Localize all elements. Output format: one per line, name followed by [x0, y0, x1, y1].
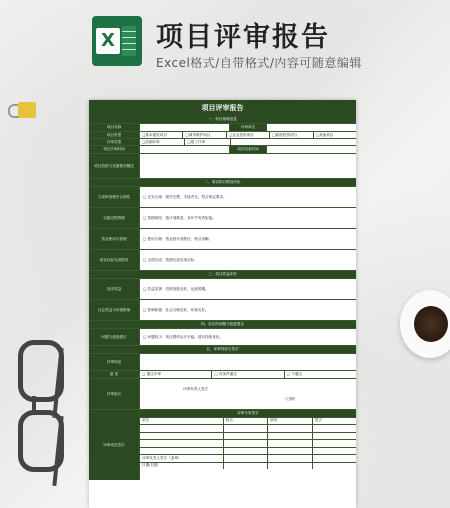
- row-conclusion: [89, 354, 356, 371]
- row-opinion: [89, 371, 356, 379]
- label-execution-2: 实施过程管理: [89, 208, 139, 228]
- excel-logo-icon: [92, 16, 142, 66]
- option-review-early[interactable]: □前期评审: [139, 139, 184, 145]
- members-grid: [139, 410, 356, 480]
- label-conclusion: 评审结论: [89, 354, 139, 370]
- members-header-text: 评审专家签字: [237, 410, 259, 415]
- row-benefit-2: [89, 300, 356, 321]
- col-unit: 单位: [142, 418, 150, 423]
- logo-sheet-icon: [122, 26, 136, 56]
- report-document: [89, 100, 356, 508]
- text-benefit-2[interactable]: □ 影响积极：社会反响良好，环境友好。: [139, 300, 356, 320]
- row-members: [89, 410, 356, 480]
- row-benefit-1: [89, 279, 356, 300]
- page-title: 项目评审报告: [156, 22, 330, 53]
- label-end-time: 项目结束时间: [229, 146, 266, 153]
- option-conditional[interactable]: □ 有条件通过: [211, 371, 283, 378]
- members-columns: [140, 418, 356, 426]
- col-title: 职务: [267, 418, 311, 425]
- blank-cell: [230, 139, 356, 145]
- input-start-time[interactable]: [139, 146, 229, 153]
- section-conclusion: 五、评审结论与签字: [89, 346, 356, 354]
- signature-area[interactable]: [139, 379, 356, 409]
- text-execution-4[interactable]: □ 全面完成：按期完成各项目标。: [139, 250, 356, 270]
- row-project-type: [89, 132, 356, 139]
- option-type-1[interactable]: □基本建设项目: [139, 132, 182, 138]
- signature-hint: 评审负责人签字: [183, 386, 209, 391]
- row-issues: [89, 329, 356, 346]
- label-review-unit: 评审单位: [229, 124, 266, 131]
- signature-date: （日期）: [283, 396, 298, 401]
- label-benefit-2: 社会效益与环境影响: [89, 300, 139, 320]
- option-pass[interactable]: □ 通过评审: [139, 371, 211, 378]
- label-members: 评审成员签字: [89, 410, 139, 480]
- row-signature: [89, 379, 356, 410]
- label-issues: 问题与改进建议: [89, 329, 139, 345]
- col-sign: 签字: [312, 418, 356, 425]
- col-name: 姓名: [223, 418, 267, 425]
- member-row-leader[interactable]: [140, 455, 356, 463]
- label-benefit-1: 经济效益: [89, 279, 139, 299]
- row-execution-1: [89, 187, 356, 208]
- input-project-name[interactable]: [139, 124, 229, 131]
- option-review-final[interactable]: □竣工评审: [184, 139, 229, 145]
- option-fail[interactable]: □ 不通过: [284, 371, 356, 378]
- section-benefit: 三、项目效益评价: [89, 271, 356, 279]
- label-signature: 评审组长: [89, 379, 139, 409]
- document-title: 项目评审报告: [89, 100, 356, 116]
- label-review-type: 评审类型: [89, 139, 139, 145]
- label-project-type: 项目类型: [89, 132, 139, 138]
- text-issues[interactable]: □ 问题较少：项目整体运行平稳，建议持续优化。: [139, 329, 356, 345]
- binder-clip-icon: [8, 98, 36, 122]
- section-execution: 二、项目执行情况评价: [89, 179, 356, 187]
- label-execution-4: 项目目标完成情况: [89, 250, 139, 270]
- member-row-date[interactable]: [140, 463, 356, 470]
- row-execution-3: [89, 229, 356, 250]
- label-execution-3: 资金使用与管理: [89, 229, 139, 249]
- option-type-2[interactable]: □城市维护项目: [182, 132, 225, 138]
- row-overview: [89, 154, 356, 179]
- row-time: [89, 146, 356, 154]
- label-project-name: 项目名称: [89, 124, 139, 131]
- section-basic-info: 一、项目基础信息: [89, 116, 356, 124]
- label-opinion: 意 见: [89, 371, 139, 378]
- members-header: [140, 410, 356, 418]
- leader-sign-label: 评审负责人签字（盖章）: [142, 455, 182, 460]
- input-conclusion[interactable]: [139, 354, 356, 370]
- text-benefit-1[interactable]: □ 效益显著：投资回报良好，达到预期。: [139, 279, 356, 299]
- glasses-icon: [14, 330, 72, 480]
- label-execution-1: 立项审批程序合规性: [89, 187, 139, 207]
- option-type-5[interactable]: □其他项目: [313, 132, 356, 138]
- date-label: 日期/日期: [142, 463, 158, 468]
- option-type-4[interactable]: □政府投资项目: [269, 132, 312, 138]
- text-execution-2[interactable]: □ 管理规范：按计划推进，各环节有效衔接。: [139, 208, 356, 228]
- member-row[interactable]: [140, 448, 356, 456]
- input-review-unit[interactable]: [266, 124, 356, 131]
- member-row[interactable]: [140, 433, 356, 441]
- text-execution-1[interactable]: □ 完全合规：程序完整，手续齐全，符合规定要求。: [139, 187, 356, 207]
- text-execution-3[interactable]: □ 使用合理：资金按计划拨付，账目清晰。: [139, 229, 356, 249]
- section-issues: 四、存在的问题与改进建议: [89, 321, 356, 329]
- member-row[interactable]: [140, 425, 356, 433]
- label-start-time: 项目开始时间: [89, 146, 139, 153]
- row-execution-2: [89, 208, 356, 229]
- row-review-type: [89, 139, 356, 146]
- label-overview: 项目投资与实施情况概述: [89, 154, 139, 178]
- page-subtitle: Excel格式/自带格式/内容可随意编辑: [156, 56, 362, 70]
- logo-letter: X: [96, 28, 120, 54]
- row-project-name: [89, 124, 356, 132]
- input-end-time[interactable]: [266, 146, 356, 153]
- input-overview[interactable]: [139, 154, 356, 178]
- member-row[interactable]: [140, 440, 356, 448]
- row-execution-4: [89, 250, 356, 271]
- option-type-3[interactable]: □企业投资项目: [226, 132, 269, 138]
